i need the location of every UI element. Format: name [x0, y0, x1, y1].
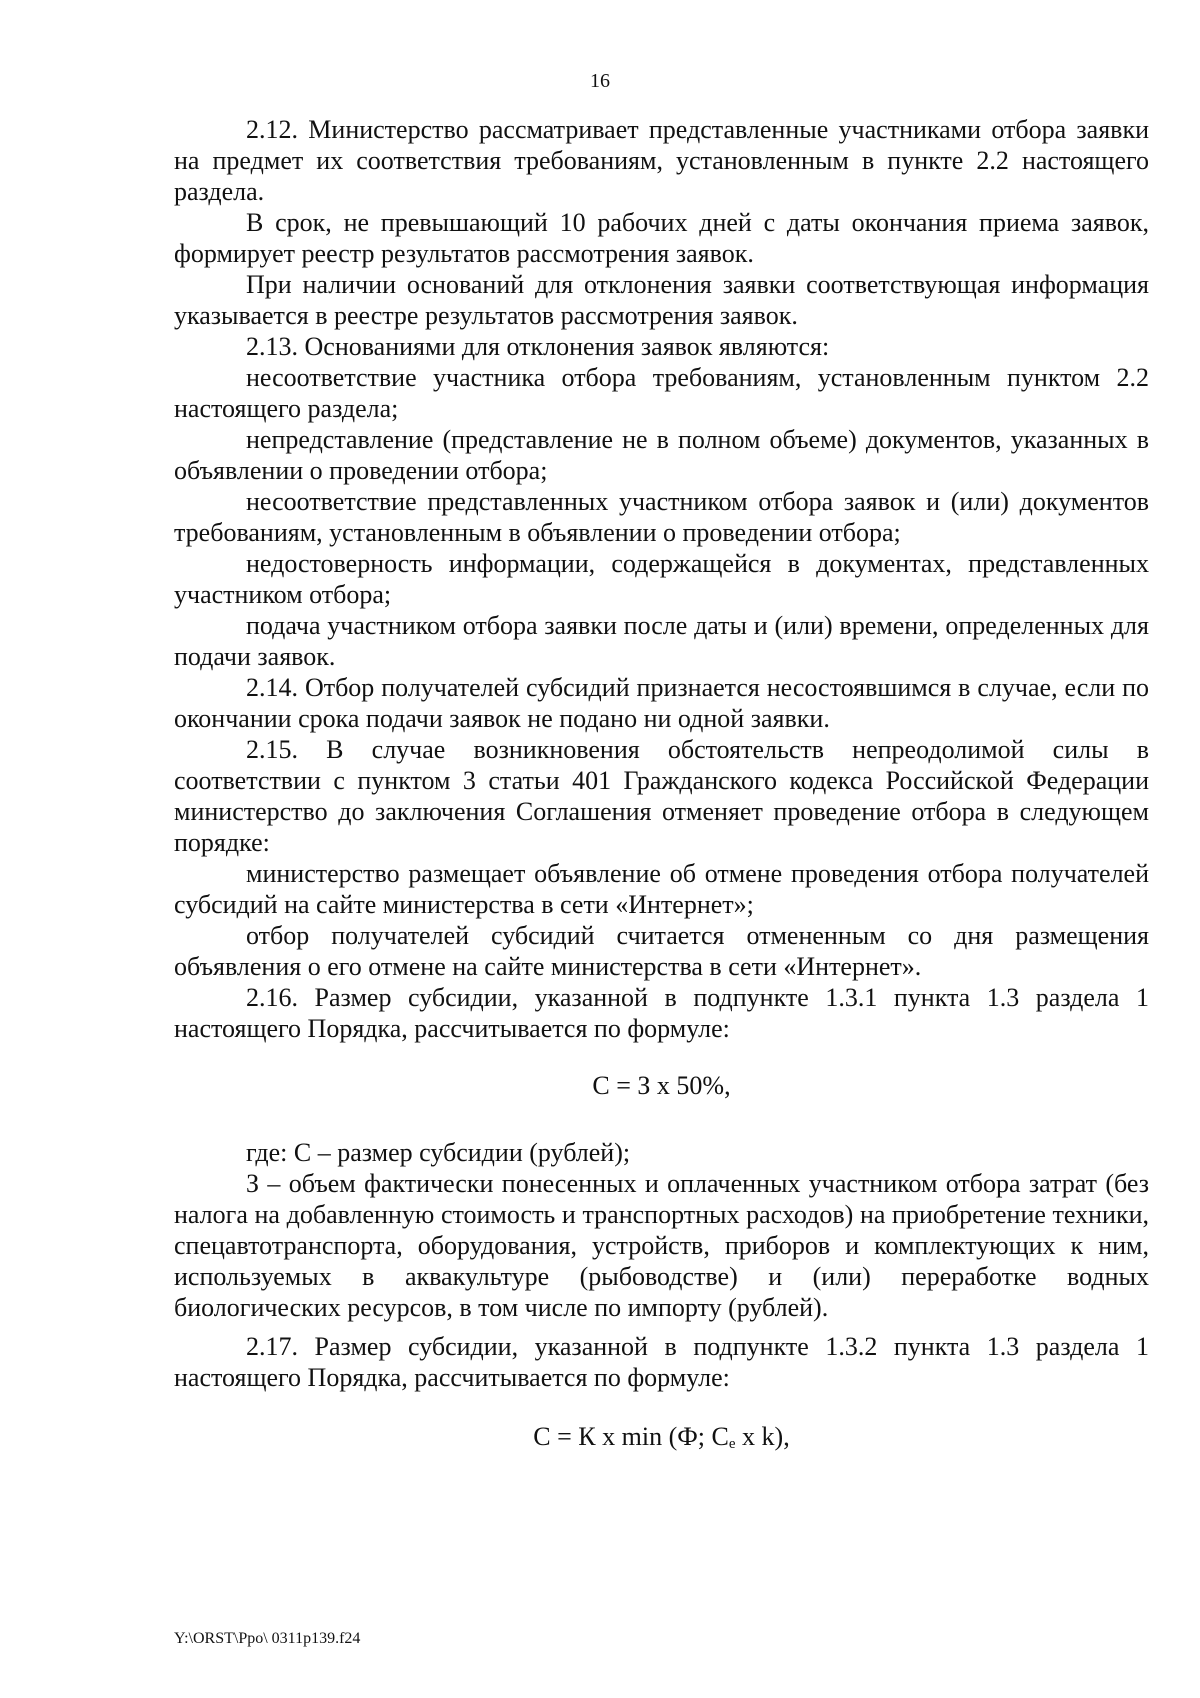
paragraph-2-16: 2.16. Размер субсидии, указанной в подпункте 1.3.1 пункта 1.3 раздела 1 настоящего Порядка, рассчитывается по формуле:	[174, 983, 1149, 1043]
formula-1: С = З х 50%,	[592, 1071, 731, 1100]
spacer	[174, 1323, 1149, 1331]
paragraph-2-13: 2.13. Основаниями для отклонения заявок являются:	[246, 332, 830, 361]
formula-2-subscript: е	[728, 1436, 736, 1452]
formula-2	[174, 1421, 1149, 1452]
paragraph-where-z: З – объем фактически понесенных и оплаченных участником отбора затрат (без налога на добавленную стоимость и транспортных расходов) на приобретение техники, спецавтотранспорта, оборудования, устройств, приборов и комплектующих к ним, используемых в аквакультуре (рыбоводстве) и (или) переработке водных биологических ресурсов, в том числе по импорту (рублей).	[174, 1169, 1149, 1322]
list-item-rejection-5: подача участником отбора заявки после даты и (или) времени, определенных для подачи заявок.	[174, 611, 1149, 671]
list-item-rejection-4: недостоверность информации, содержащейся в документах, представленных участником отбора;	[174, 549, 1149, 609]
list-item-rejection-3: несоответствие представленных участником отбора заявок и (или) документов требованиям, установленным в объявлении о проведении отбора;	[174, 487, 1149, 547]
paragraph-2-14: 2.14. Отбор получателей субсидий признается несостоявшимся в случае, если по окончании срока подачи заявок не подано ни одной заявки.	[174, 673, 1149, 733]
list-item-rejection-1: несоответствие участника отбора требованиям, установленным пунктом 2.2 настоящего раздела;	[174, 363, 1149, 423]
footer-file-path: Y:\ORST\Ppo\ 0311p139.f24	[174, 1630, 361, 1647]
paragraph-2-17: 2.17. Размер субсидии, указанной в подпункте 1.3.2 пункта 1.3 раздела 1 настоящего Порядка, рассчитывается по формуле:	[174, 1332, 1149, 1392]
list-item-cancel-2: отбор получателей субсидий считается отмененным со дня размещения объявления о его отмене на сайте министерства в сети «Интернет».	[174, 921, 1149, 981]
formula-2-tail: х k),	[735, 1422, 790, 1451]
page-number: 16	[590, 70, 610, 92]
paragraph-where-c: где: С – размер субсидии (рублей);	[246, 1138, 631, 1167]
list-item-rejection-2: непредставление (представление не в полном объеме) документов, указанных в объявлении о проведении отбора;	[174, 425, 1149, 485]
formula-2-main: С = К х min (Ф; С	[533, 1422, 729, 1451]
paragraph-deadline: В срок, не превышающий 10 рабочих дней с даты окончания приема заявок, формирует реестр результатов рассмотрения заявок.	[174, 208, 1149, 268]
document-body	[174, 114, 1149, 1452]
paragraph-rejection-info: При наличии оснований для отклонения заявки соответствующая информация указывается в реестре результатов рассмотрения заявок.	[174, 270, 1149, 330]
paragraph-2-12: 2.12. Министерство рассматривает представленные участниками отбора заявки на предмет их соответствия требованиям, установленным в пункте 2.2 настоящего раздела.	[174, 115, 1149, 206]
list-item-cancel-1: министерство размещает объявление об отмене проведения отбора получателей субсидий на сайте министерства в сети «Интернет»;	[174, 859, 1149, 919]
paragraph-2-15: 2.15. В случае возникновения обстоятельств непреодолимой силы в соответствии с пунктом 3 статьи 401 Гражданского кодекса Российской Федерации министерство до заключения Соглашения отменяет проведение отбора в следующем порядке:	[174, 735, 1149, 857]
